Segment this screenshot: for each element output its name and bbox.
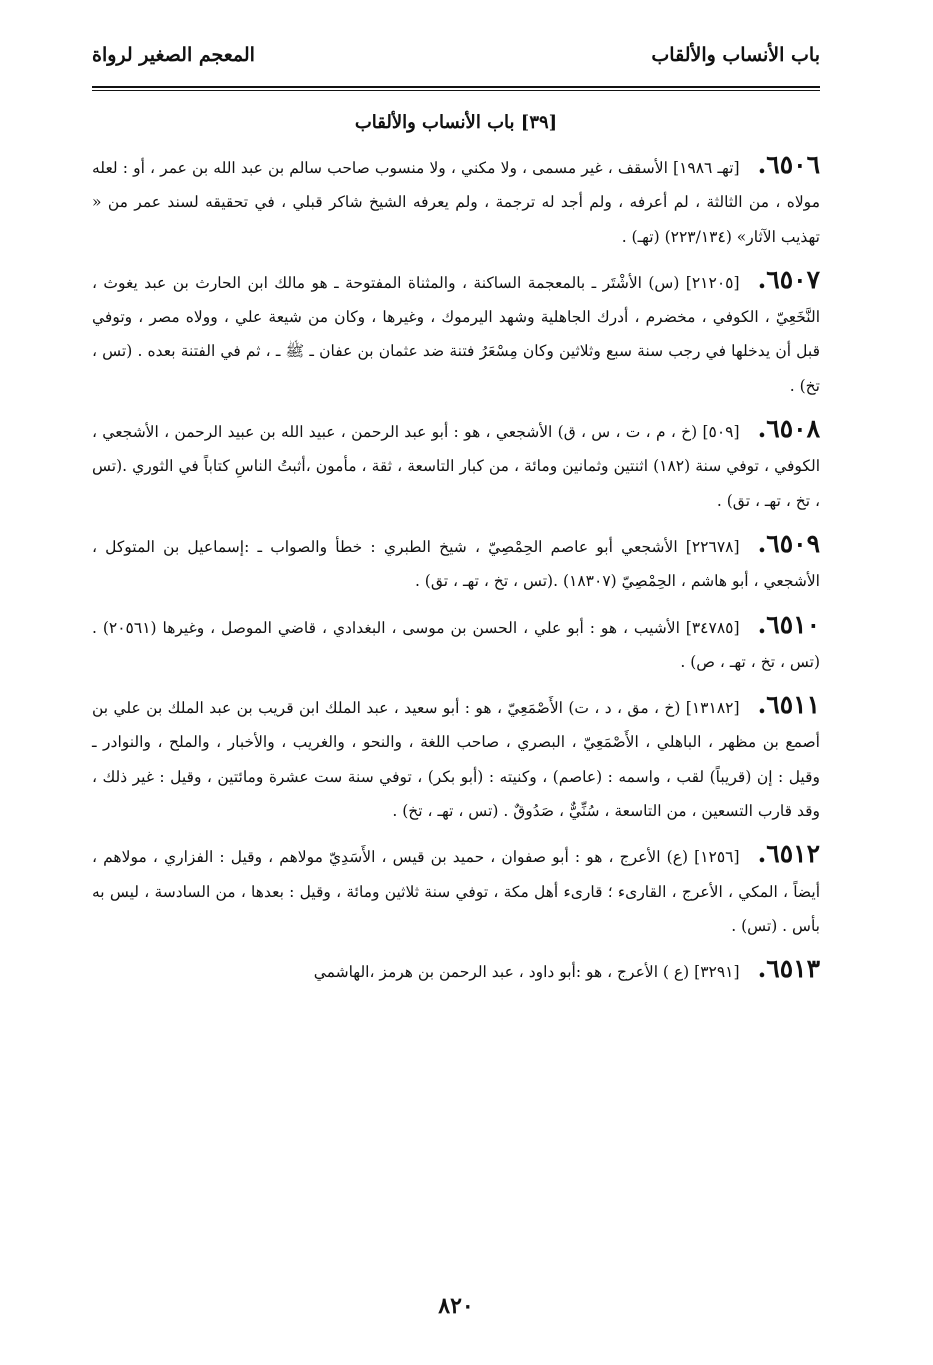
entry-text: [١٢٥٦] (ع) الأعرج ، هو : أبو صفوان ، حميد بن قيس ، الأَسَدِيّ مولاهم ، وقيل : الفزاري ، مولاهم ، أيضاً ، المكي ، الأعرج ، القارىء ؛ قارىء أهل مكة ، توفي سنة ثلاثين ومائة ، وقيل : بعدها ، من السادسة ، ليس به بأس . (تس) . xyxy=(92,848,820,935)
entry-text: [تهـ ١٩٨٦] الأسقف ، غير مسمى ، ولا مكني ، ولا منسوب صاحب سالم بن عبد الله بن عمر ، أو : لعله مولاه ، من الثالثة ، لم أعرفه ، ولم أجد له ترجمة ، ولم يعرفه الشيخ شاكر قبلي ، في تحقيقه لسند عمر من « تهذيب الآثار» (٢٢٣/١٣٤) (تهـ) . xyxy=(92,159,820,246)
entry xyxy=(92,527,820,599)
header-book-title: المعجم الصغير لرواة xyxy=(92,44,255,66)
entry xyxy=(92,837,820,943)
entry-text: [٥٠٩] (خ ، م ، ت ، س ، ق) الأشجعي ، هو : أبو عبد الرحمن ، عبيد الله بن عبيد الرحمن ، الأشجعي ، الكوفي ، توفي سنة (١٨٢) اثنتين وثمانين ومائة ، من كبار التاسعة ، ثقة ، مأمون ،أثبتُ الناسِ كتاباً في الثوري .(تس ، تخ ، تهـ ، تق) . xyxy=(92,423,820,510)
running-header xyxy=(92,44,820,66)
entry xyxy=(92,412,820,518)
entry-text: [٢١٢٠٥] (س) الأشْتَر ـ بالمعجمة الساكنة ، والمثناة المفتوحة ـ هو مالك ابن الحارث بن عبد يغوث ، النَّخَعِيّ ، الكوفي ، مخضرم ، أدرك الجاهلية وشهد اليرموك ، وغيرها ، وكان من شيعة علي ، وولاه مصر ، وتوفي قبل أن يدخلها في رجب سنة سبع وثلاثين وكان مِسْعَرُ فتنة ضد عثمان بن عفان ـ ﷺ ـ ، ثم في الفتنة بعده . (تس ، تخ) . xyxy=(92,273,820,395)
entry-number: ٦٥١٠. xyxy=(757,609,820,639)
entry-number: ٦٥٠٨. xyxy=(757,414,820,444)
header-rule-thin xyxy=(92,90,820,91)
entry xyxy=(92,608,820,680)
entry xyxy=(92,263,820,403)
entry-number: ٦٥٠٩. xyxy=(757,528,820,558)
header-rule-thick xyxy=(92,86,820,88)
entry-number: ٦٥١٣. xyxy=(757,954,820,984)
entry-text: [٣٢٩١] (ع ) الأعرج ، هو :أبو داود ، عبد الرحمن بن هرمز ،الهاشمي xyxy=(313,963,740,982)
entry-number: ٦٥٠٧. xyxy=(757,264,820,294)
entry xyxy=(92,688,820,828)
entry-number: ٦٥١١. xyxy=(757,690,820,720)
entries-body xyxy=(92,148,820,999)
section-title: [٣٩] باب الأنساب والألقاب xyxy=(354,112,558,133)
entry-number: ٦٥١٢. xyxy=(757,839,820,869)
header-chapter-title: باب الأنساب والألقاب xyxy=(651,44,820,66)
page-number: ٨٢٠ xyxy=(438,1293,474,1319)
entry xyxy=(92,148,820,254)
entry xyxy=(92,952,820,989)
entry-text: [١٣١٨٢] (خ ، مق ، د ، ت) الأَصْمَعِيّ ، هو : أبو سعيد ، عبد الملك ابن قريب بن عبد الملك بن علي بن أصمع بن مظهر ، الباهلي ، الأَصْمَعِيّ ، البصري ، صاحب اللغة ، والنحو ، والغريب ، والأخبار ، والملح ، والنوادر ـ وقيل : إن (قريباً) لقب ، واسمه : (عاصم) ، وكنيته : (أبو بكر) ، توفي سنة ست عشرة ومائتين ، وقيل : غير ذلك ، وقد قارب التسعين ، من التاسعة ، سُنِّيٌّ ، صَدُوقٌ . (تس ، تهـ ، تخ) . xyxy=(92,699,820,821)
entry-text: [٢٢٦٧٨] الأشجعي أبو عاصم الحِمْصِيّ ، شيخ الطبري : خطأ والصواب ـ :إسماعيل بن المتوكل ، الأشجعي ، أبو هاشم ، الحِمْصِيّ (١٨٣٠٧) .(تس ، تخ ، تهـ ، تق) . xyxy=(92,537,820,591)
entry-number: ٦٥٠٦. xyxy=(757,150,820,179)
entry-text: [٣٤٧٨٥] الأشيب ، هو : أبو علي ، الحسن بن موسى ، البغدادي ، قاضي الموصل ، وغيرها (٢٠٥٦١) . (تس ، تخ ، تهـ ، ص) . xyxy=(92,618,820,671)
